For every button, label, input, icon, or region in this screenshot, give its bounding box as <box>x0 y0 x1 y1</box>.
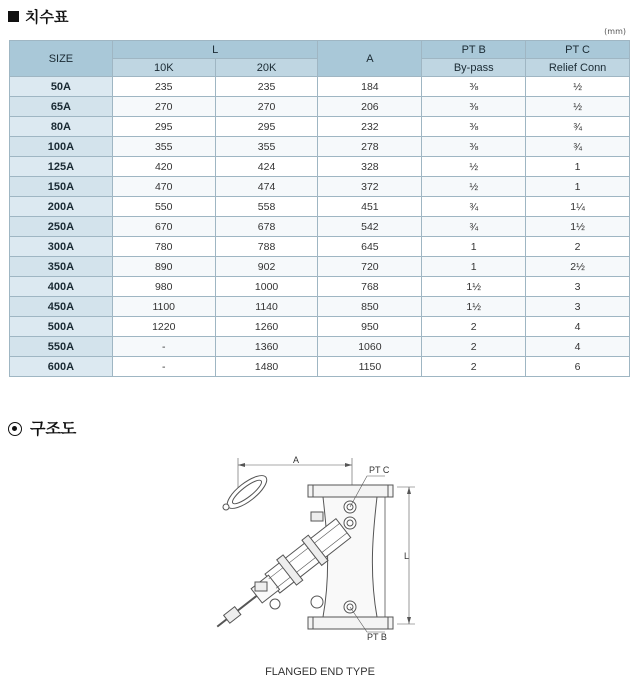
table-row <box>10 277 630 297</box>
cell-a: 542 <box>318 217 422 237</box>
cell-a: 278 <box>318 137 422 157</box>
cell-a: 451 <box>318 197 422 217</box>
cell-size: 450A <box>10 297 113 317</box>
cell-size: 100A <box>10 137 113 157</box>
cell-l20k: 678 <box>215 217 318 237</box>
cell-ptc: 1¼ <box>526 197 630 217</box>
table-row <box>10 177 630 197</box>
cell-ptb: 2 <box>422 317 526 337</box>
cell-l10k: 470 <box>112 177 215 197</box>
cell-ptc: 3 <box>526 277 630 297</box>
cell-ptb: ⅜ <box>422 117 526 137</box>
table-row <box>10 117 630 137</box>
ptc-label: PT C <box>369 465 390 475</box>
cell-ptb: 1 <box>422 237 526 257</box>
cell-ptc: 1 <box>526 177 630 197</box>
cell-ptb: ⅜ <box>422 77 526 97</box>
cell-size: 80A <box>10 117 113 137</box>
table-row <box>10 297 630 317</box>
cell-size: 50A <box>10 77 113 97</box>
cell-size: 400A <box>10 277 113 297</box>
cell-l20k: 235 <box>215 77 318 97</box>
cell-ptc: 4 <box>526 337 630 357</box>
cell-l10k: - <box>112 337 215 357</box>
table-row <box>10 237 630 257</box>
cell-a: 950 <box>318 317 422 337</box>
cell-ptc: 6 <box>526 357 630 377</box>
circle-bullet-icon <box>8 422 22 436</box>
cell-a: 1150 <box>318 357 422 377</box>
square-bullet-icon <box>8 11 19 22</box>
col-header-l: L <box>112 41 318 59</box>
section-title-text: 구조도 <box>30 419 77 438</box>
unit-label: (mm) <box>604 27 626 36</box>
table-row <box>10 97 630 117</box>
cell-l20k: 788 <box>215 237 318 257</box>
table-row <box>10 77 630 97</box>
cell-ptb: 1½ <box>422 277 526 297</box>
cell-l10k: 355 <box>112 137 215 157</box>
section-title-structure <box>8 416 76 439</box>
cell-a: 1060 <box>318 337 422 357</box>
table-row <box>10 337 630 357</box>
cell-l10k: 1100 <box>112 297 215 317</box>
cell-l20k: 295 <box>215 117 318 137</box>
cell-l20k: 1480 <box>215 357 318 377</box>
table-row <box>10 217 630 237</box>
cell-l20k: 474 <box>215 177 318 197</box>
cell-a: 850 <box>318 297 422 317</box>
cell-l20k: 1000 <box>215 277 318 297</box>
cell-a: 232 <box>318 117 422 137</box>
cell-ptb: ¾ <box>422 217 526 237</box>
cell-l10k: 420 <box>112 157 215 177</box>
cell-ptc: 2 <box>526 237 630 257</box>
cell-a: 184 <box>318 77 422 97</box>
cell-ptb: ¾ <box>422 197 526 217</box>
section-title-dimensions <box>8 6 68 27</box>
cell-l10k: 670 <box>112 217 215 237</box>
cell-a: 328 <box>318 157 422 177</box>
cell-a: 720 <box>318 257 422 277</box>
section-title-text: 치수표 <box>25 8 69 26</box>
table-row <box>10 317 630 337</box>
cell-l10k: 270 <box>112 97 215 117</box>
cell-l20k: 424 <box>215 157 318 177</box>
cell-a: 645 <box>318 237 422 257</box>
cell-l10k: 550 <box>112 197 215 217</box>
dimension-table <box>9 40 630 377</box>
cell-l20k: 355 <box>215 137 318 157</box>
col-header-size: SIZE <box>10 41 113 77</box>
cell-ptc: 3 <box>526 297 630 317</box>
cell-a: 768 <box>318 277 422 297</box>
cell-l20k: 1260 <box>215 317 318 337</box>
dimension-a-label: A <box>293 455 300 465</box>
cell-l20k: 1360 <box>215 337 318 357</box>
cell-ptb: 2 <box>422 337 526 357</box>
cell-l20k: 1140 <box>215 297 318 317</box>
cell-ptc: ½ <box>526 97 630 117</box>
cell-a: 206 <box>318 97 422 117</box>
dimension-l-label: L <box>404 551 410 561</box>
cell-ptc: ¾ <box>526 117 630 137</box>
cell-ptc: 1½ <box>526 217 630 237</box>
cell-ptb: ⅜ <box>422 97 526 117</box>
col-header-ptc: PT C <box>526 41 630 59</box>
cell-ptc: 2½ <box>526 257 630 277</box>
col-header-a: A <box>318 41 422 77</box>
cell-ptc: 1 <box>526 157 630 177</box>
cell-ptb: 1½ <box>422 297 526 317</box>
col-header-relief: Relief Conn <box>526 59 630 77</box>
cell-l10k: 890 <box>112 257 215 277</box>
cell-size: 500A <box>10 317 113 337</box>
cell-l20k: 558 <box>215 197 318 217</box>
drawing-caption: FLANGED END TYPE <box>265 666 375 678</box>
cell-l10k: 780 <box>112 237 215 257</box>
col-header-10k: 10K <box>112 59 215 77</box>
cell-size: 600A <box>10 357 113 377</box>
cell-size: 250A <box>10 217 113 237</box>
cell-ptc: ½ <box>526 77 630 97</box>
cell-ptb: ½ <box>422 177 526 197</box>
cell-size: 150A <box>10 177 113 197</box>
table-row <box>10 257 630 277</box>
cell-size: 550A <box>10 337 113 357</box>
cell-ptb: ⅜ <box>422 137 526 157</box>
ptb-label: PT B <box>367 632 387 642</box>
cell-size: 300A <box>10 237 113 257</box>
table-row <box>10 157 630 177</box>
cell-l10k: 235 <box>112 77 215 97</box>
cell-l10k: 980 <box>112 277 215 297</box>
table-row <box>10 197 630 217</box>
cell-size: 65A <box>10 97 113 117</box>
cell-l10k: - <box>112 357 215 377</box>
cell-size: 350A <box>10 257 113 277</box>
cell-ptb: 2 <box>422 357 526 377</box>
cell-size: 200A <box>10 197 113 217</box>
table-row <box>10 137 630 157</box>
col-header-20k: 20K <box>215 59 318 77</box>
cell-ptb: 1 <box>422 257 526 277</box>
cell-a: 372 <box>318 177 422 197</box>
cell-l20k: 902 <box>215 257 318 277</box>
table-row <box>10 357 630 377</box>
cell-l10k: 295 <box>112 117 215 137</box>
cell-l20k: 270 <box>215 97 318 117</box>
cell-ptb: ½ <box>422 157 526 177</box>
cell-l10k: 1220 <box>112 317 215 337</box>
valve-drawing <box>205 452 420 647</box>
cell-ptc: 4 <box>526 317 630 337</box>
cell-size: 125A <box>10 157 113 177</box>
cell-ptc: ¾ <box>526 137 630 157</box>
col-header-ptb: PT B <box>422 41 526 59</box>
col-header-bypass: By-pass <box>422 59 526 77</box>
